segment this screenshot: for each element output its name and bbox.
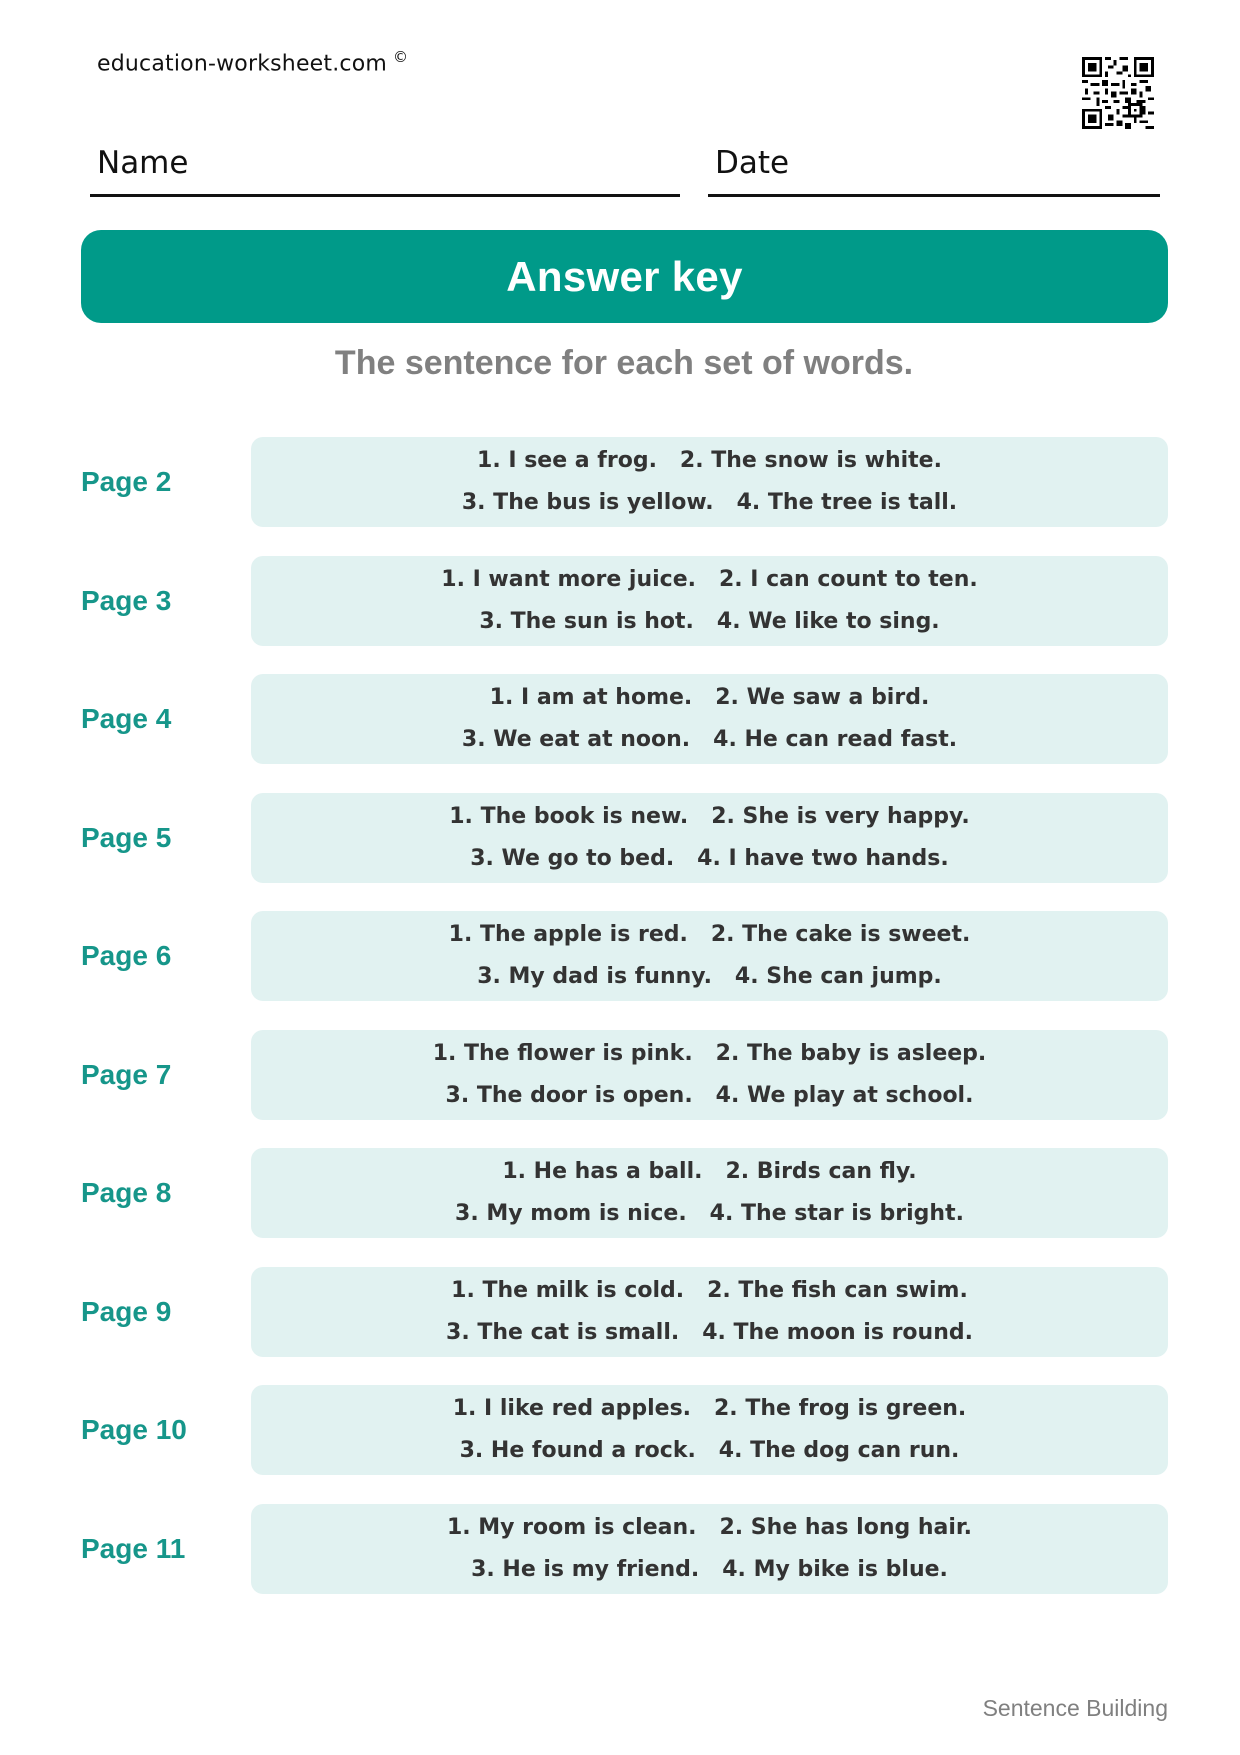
date-label: Date — [715, 145, 790, 181]
answer-row — [0, 793, 1240, 883]
page-label: Page 11 — [81, 1533, 186, 1564]
page-label: Page 3 — [81, 585, 172, 616]
answer-row — [0, 1504, 1240, 1594]
answer-line-1: 1. He has a ball. 2. Birds can fly. — [502, 1159, 917, 1184]
answer-line-2: 3. We go to bed. 4. I have two hands. — [470, 846, 949, 871]
answer-box — [251, 556, 1168, 646]
banner-title: Answer key — [506, 252, 743, 300]
qr-code-icon — [1082, 57, 1154, 129]
page-label: Page 9 — [81, 1296, 172, 1327]
answer-line-1: 1. The milk is cold. 2. The fish can swim. — [451, 1278, 968, 1303]
answer-key-banner — [81, 230, 1168, 323]
answer-row — [0, 1267, 1240, 1357]
answer-line-1: 1. The book is new. 2. She is very happy. — [449, 804, 970, 829]
answer-line-2: 3. We eat at noon. 4. He can read fast. — [461, 727, 958, 752]
page-label: Page 6 — [81, 940, 172, 971]
page-label: Page 8 — [81, 1177, 172, 1208]
answer-line-2: 3. The cat is small. 4. The moon is round. — [446, 1320, 973, 1345]
page-label: Page 10 — [81, 1414, 187, 1445]
answer-line-1: 1. The apple is red. 2. The cake is sweet. — [448, 922, 971, 947]
page-label: Page 2 — [81, 466, 172, 497]
answer-row — [0, 1030, 1240, 1120]
answer-line-1: 1. I like red apples. 2. The frog is green. — [452, 1396, 967, 1421]
answer-row — [0, 1148, 1240, 1238]
answer-line-1: 1. My room is clean. 2. She has long hair. — [446, 1515, 973, 1540]
answer-box — [251, 1385, 1168, 1475]
copyright-symbol: © — [393, 48, 409, 66]
page-label: Page 5 — [81, 822, 172, 853]
answer-box — [251, 1148, 1168, 1238]
answer-box — [251, 1030, 1168, 1120]
worksheet-footer: Sentence Building — [982, 1695, 1168, 1721]
answer-line-1: 1. I want more juice. 2. I can count to ten. — [441, 567, 978, 592]
answer-box — [251, 911, 1168, 1001]
instructions-subtitle: The sentence for each set of words. — [334, 344, 914, 382]
page-label: Page 4 — [81, 703, 172, 734]
answer-line-2: 3. The sun is hot. 4. We like to sing. — [479, 609, 940, 634]
answer-box — [251, 1267, 1168, 1357]
answer-line-2: 3. The bus is yellow. 4. The tree is tall. — [461, 490, 958, 515]
site-name-text: education-worksheet.com — [97, 51, 388, 77]
answer-box — [251, 674, 1168, 764]
answer-box — [251, 1504, 1168, 1594]
answer-row — [0, 1385, 1240, 1475]
date-field[interactable] — [708, 145, 1160, 197]
answer-row — [0, 911, 1240, 1001]
answer-line-1: 1. I see a frog. 2. The snow is white. — [477, 448, 942, 473]
answer-row — [0, 674, 1240, 764]
answer-box — [251, 793, 1168, 883]
page-label: Page 7 — [81, 1059, 172, 1090]
answer-line-2: 3. He found a rock. 4. The dog can run. — [459, 1438, 960, 1463]
name-label: Name — [97, 145, 189, 181]
answer-row — [0, 556, 1240, 646]
answer-line-2: 3. My mom is nice. 4. The star is bright. — [455, 1201, 964, 1226]
answer-line-1: 1. The flower is pink. 2. The baby is asleep. — [432, 1041, 987, 1066]
answer-row — [0, 437, 1240, 527]
answer-line-2: 3. My dad is funny. 4. She can jump. — [477, 964, 942, 989]
answer-line-2: 3. The door is open. 4. We play at school. — [445, 1083, 974, 1108]
site-name — [97, 48, 408, 76]
answer-box — [251, 437, 1168, 527]
answer-line-1: 1. I am at home. 2. We saw a bird. — [489, 685, 930, 710]
answer-line-2: 3. He is my friend. 4. My bike is blue. — [471, 1557, 948, 1582]
name-field[interactable] — [90, 145, 680, 197]
